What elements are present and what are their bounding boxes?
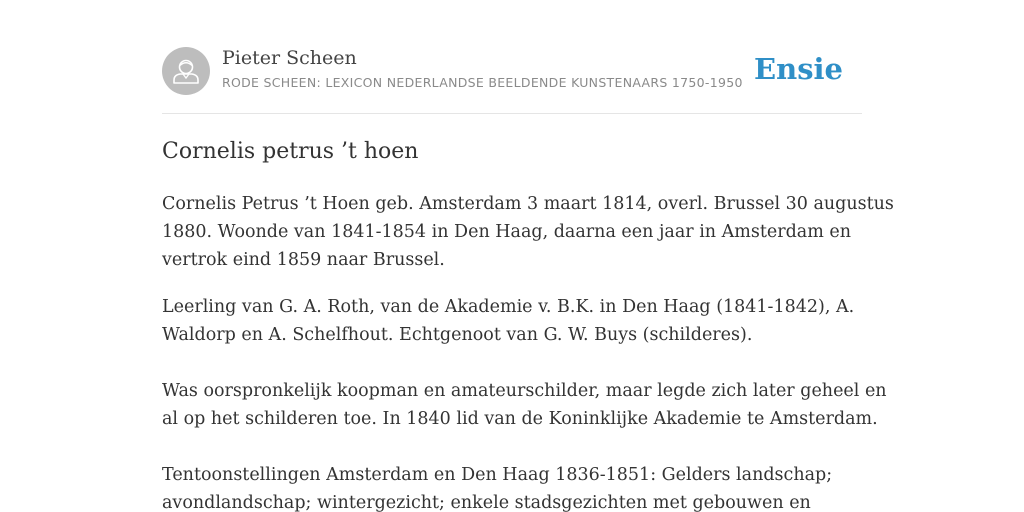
header-divider — [162, 113, 862, 114]
author-name[interactable]: Pieter Scheen — [222, 47, 357, 69]
article-paragraph-2 — [162, 293, 862, 349]
source-label[interactable]: RODE SCHEEN: LEXICON NEDERLANDSE BEELDENDE KUNSTENAARS 1750-1950 — [222, 75, 743, 90]
article-paragraph-1 — [162, 190, 894, 274]
paragraph-line: 1880. Woonde van 1841-1854 in Den Haag, daarna een jaar in Amsterdam en — [162, 222, 852, 242]
article-header — [162, 46, 862, 96]
paragraph-line: Was oorspronkelijk koopman en amateurschilder, maar legde zich later geheel en — [162, 381, 887, 401]
article-paragraph-4 — [162, 461, 862, 512]
article-title: Cornelis petrus ’t hoen — [162, 139, 419, 164]
paragraph-line: Waldorp en A. Schelfhout. Echtgenoot van G. W. Buys (schilderes). — [162, 325, 753, 345]
paragraph-line: Cornelis Petrus ’t Hoen geb. Amsterdam 3 maart 1814, overl. Brussel 30 augustus — [162, 194, 894, 214]
paragraph-line: Leerling van G. A. Roth, van de Akademie v. B.K. in Den Haag (1841-1842), A. — [162, 297, 855, 317]
paragraph-line: Tentoonstellingen Amsterdam en Den Haag 1836-1851: Gelders landschap; — [162, 465, 833, 485]
author-avatar[interactable] — [162, 47, 210, 95]
paragraph-line: al op het schilderen toe. In 1840 lid van de Koninklijke Akademie te Amsterdam. — [162, 409, 878, 429]
paragraph-line: avondlandschap; wintergezicht; enkele stadsgezichten met gebouwen en — [162, 493, 811, 512]
article-paragraph-3 — [162, 377, 887, 433]
article-page — [162, 0, 894, 512]
user-avatar-icon — [162, 47, 210, 95]
paragraph-line: vertrok eind 1859 naar Brussel. — [162, 250, 445, 270]
brand-logo[interactable]: Ensie — [754, 52, 843, 86]
